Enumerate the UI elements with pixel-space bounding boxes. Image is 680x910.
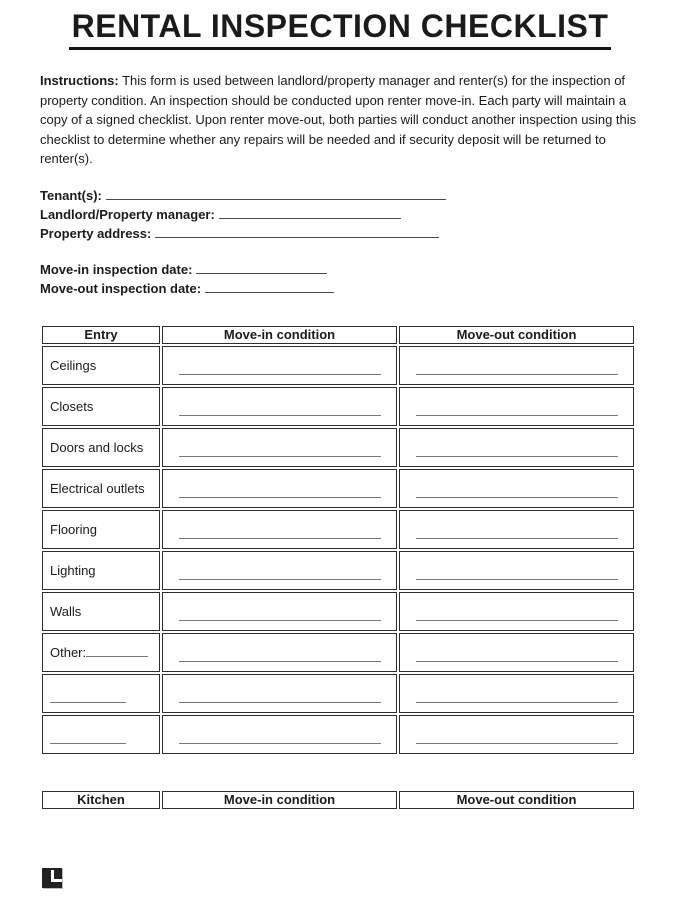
column-header-kitchen: Kitchen	[42, 791, 160, 809]
entry-blank-line	[86, 645, 148, 657]
condition-blank-line	[179, 661, 381, 662]
field-label-move-out-inspection-date: Move-out inspection date:	[40, 280, 202, 296]
condition-blank-line	[416, 743, 618, 744]
entry-condition-table	[40, 324, 636, 756]
move-in-condition-cell	[162, 715, 397, 754]
move-out-condition-cell	[399, 715, 634, 754]
field-blank-line-move-out-inspection-date	[205, 279, 334, 293]
title-wrap	[0, 0, 680, 50]
field-label-tenants: Tenant(s):	[40, 187, 102, 203]
condition-blank-line	[179, 538, 381, 539]
condition-blank-line	[416, 661, 618, 662]
party-fields-section	[40, 186, 680, 243]
field-landlord-property-manager	[40, 205, 680, 224]
condition-blank-line	[416, 456, 618, 457]
entry-cell	[42, 428, 160, 467]
column-header-move-out-condition: Move-out condition	[399, 326, 634, 344]
move-out-condition-cell	[399, 428, 634, 467]
condition-blank-line	[416, 497, 618, 498]
move-in-condition-cell	[162, 674, 397, 713]
move-out-condition-cell	[399, 633, 634, 672]
move-out-condition-cell	[399, 469, 634, 508]
header-row	[42, 791, 634, 809]
table-row	[42, 633, 634, 672]
column-header-entry: Entry	[42, 326, 160, 344]
entry-label: Walls	[50, 603, 82, 619]
column-header-move-out-condition: Move-out condition	[399, 791, 634, 809]
condition-blank-line	[179, 620, 381, 621]
field-label-property-address: Property address:	[40, 225, 152, 241]
table-row	[42, 510, 634, 549]
entry-label: Lighting	[50, 562, 96, 578]
move-in-condition-cell	[162, 428, 397, 467]
table-row	[42, 674, 634, 713]
entry-cell	[42, 510, 160, 549]
entry-label: Flooring	[50, 521, 97, 537]
condition-blank-line	[416, 702, 618, 703]
move-in-condition-cell	[162, 469, 397, 508]
move-out-condition-cell	[399, 387, 634, 426]
entry-blank-line	[50, 702, 126, 703]
entry-cell	[42, 469, 160, 508]
entry-label: Electrical outlets	[50, 480, 145, 496]
field-label-move-in-inspection-date: Move-in inspection date:	[40, 261, 193, 277]
field-blank-line-tenants	[106, 186, 446, 200]
header-row	[42, 326, 634, 344]
condition-blank-line	[416, 374, 618, 375]
column-header-move-in-condition: Move-in condition	[162, 326, 397, 344]
move-out-condition-cell	[399, 510, 634, 549]
entry-cell	[42, 551, 160, 590]
instructions-paragraph	[40, 71, 640, 169]
instructions-label: Instructions:	[40, 73, 119, 88]
field-blank-line-move-in-inspection-date	[196, 260, 327, 274]
field-tenants	[40, 186, 680, 205]
table-row	[42, 387, 634, 426]
entry-cell	[42, 592, 160, 631]
instructions-text: This form is used between landlord/property manager and renter(s) for the inspection of property condition. An inspection should be conducted upon renter move-in. Each party will maintain a copy of a signed checklist. Upon renter move-out, both parties will conduct another inspection using this checklist to determine whether any repairs will be needed and if security deposit will be returned to renter(s).	[40, 73, 637, 167]
move-out-condition-cell	[399, 346, 634, 385]
condition-blank-line	[179, 579, 381, 580]
field-label-landlord-property-manager: Landlord/Property manager:	[40, 206, 215, 222]
field-property-address	[40, 224, 680, 243]
table-row	[42, 428, 634, 467]
condition-blank-line	[179, 456, 381, 457]
field-blank-line-property-address	[155, 224, 439, 238]
condition-blank-line	[179, 415, 381, 416]
condition-blank-line	[416, 620, 618, 621]
condition-blank-line	[179, 497, 381, 498]
entry-cell	[42, 346, 160, 385]
inspection-date-fields-section	[40, 260, 680, 298]
move-in-condition-cell	[162, 387, 397, 426]
move-out-condition-cell	[399, 592, 634, 631]
legal-templates-logo-icon	[42, 868, 62, 888]
entry-blank-line	[50, 743, 126, 744]
field-move-out-inspection-date	[40, 279, 680, 298]
entry-cell	[42, 674, 160, 713]
move-in-condition-cell	[162, 592, 397, 631]
table-row	[42, 346, 634, 385]
entry-label: Closets	[50, 398, 94, 414]
condition-blank-line	[179, 743, 381, 744]
move-out-condition-cell	[399, 551, 634, 590]
table-row	[42, 469, 634, 508]
kitchen-condition-table	[40, 789, 636, 811]
condition-blank-line	[179, 374, 381, 375]
entry-cell	[42, 387, 160, 426]
table-row	[42, 592, 634, 631]
move-in-condition-cell	[162, 633, 397, 672]
entry-cell	[42, 633, 160, 672]
move-in-condition-cell	[162, 346, 397, 385]
table-row	[42, 551, 634, 590]
move-in-condition-cell	[162, 551, 397, 590]
entry-label: Ceilings	[50, 357, 97, 373]
condition-blank-line	[416, 415, 618, 416]
condition-blank-line	[179, 702, 381, 703]
move-out-condition-cell	[399, 674, 634, 713]
field-move-in-inspection-date	[40, 260, 680, 279]
entry-label: Doors and locks	[50, 439, 144, 455]
table-row	[42, 715, 634, 754]
condition-blank-line	[416, 579, 618, 580]
entry-label: Other:	[50, 644, 87, 660]
field-blank-line-landlord-property-manager	[219, 205, 401, 219]
move-in-condition-cell	[162, 510, 397, 549]
column-header-move-in-condition: Move-in condition	[162, 791, 397, 809]
page-title: RENTAL INSPECTION CHECKLIST	[69, 8, 612, 50]
condition-blank-line	[416, 538, 618, 539]
entry-cell	[42, 715, 160, 754]
